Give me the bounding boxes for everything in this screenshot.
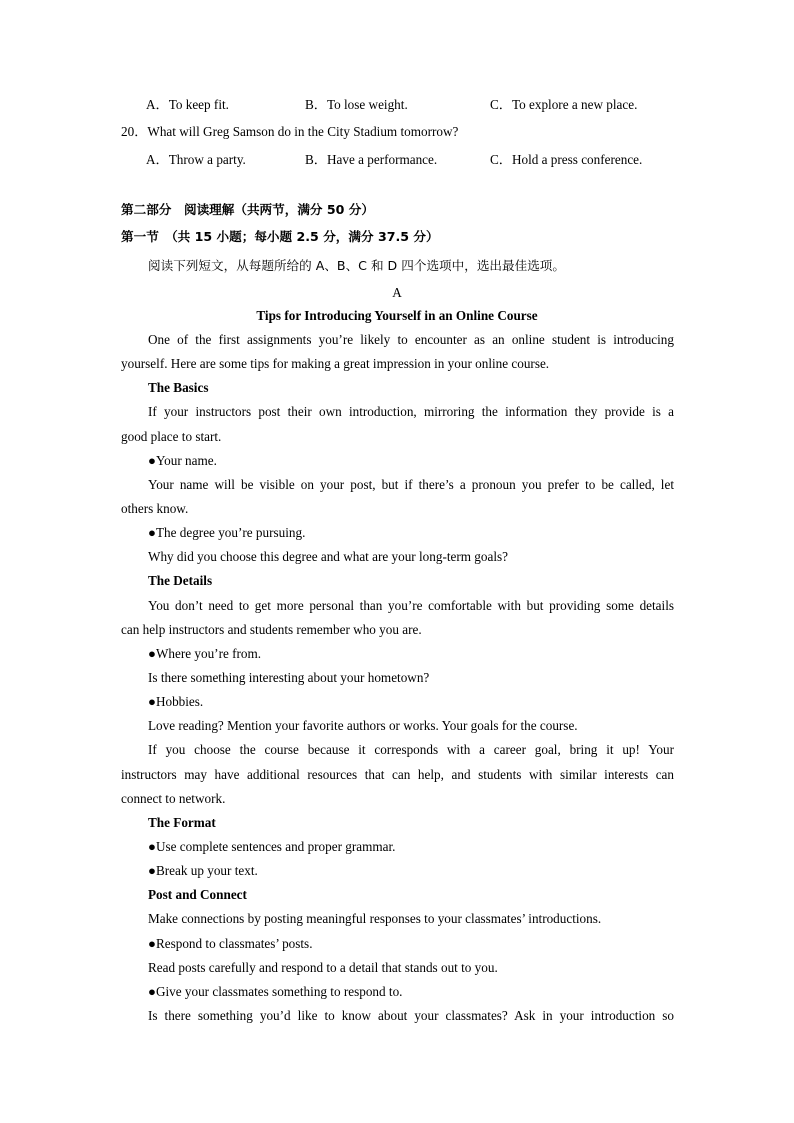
bullet-hobbies: ●Hobbies.: [148, 694, 204, 709]
instructions: 阅读下列短文，从每题所给的 A、B、C 和 D 四个选项中，选出最佳选项。: [148, 258, 565, 273]
career-line-1: If you choose the course because it corresponds with a career goal, bring it up! Your: [148, 742, 674, 757]
format-heading: The Format: [148, 815, 216, 830]
bullet-respond: ●Respond to classmates’ posts.: [148, 936, 313, 951]
bullet-sentences: ●Use complete sentences and proper grammar.: [148, 839, 396, 854]
basics-line-2: good place to start.: [121, 429, 222, 444]
q19-option-a: A．To keep fit.: [146, 97, 229, 112]
hobbies-line: Love reading? Mention your favorite authors or works. Your goals for the course.: [148, 718, 578, 733]
career-line-2: instructors may have additional resources that can help, and students with similar interests can: [121, 767, 674, 782]
intro-line-2: yourself. Here are some tips for making a great impression in your online course.: [121, 356, 550, 371]
passage-label: A: [392, 285, 402, 300]
bullet-give: ●Give your classmates something to respond to.: [148, 984, 403, 999]
passage-title: Tips for Introducing Yourself in an Online Course: [256, 308, 538, 323]
bullet-degree: ●The degree you’re pursuing.: [148, 525, 306, 540]
name-line-2: others know.: [121, 501, 189, 516]
basics-line-1: If your instructors post their own introduction, mirroring the information they provide is a: [148, 404, 674, 419]
respond-line: Read posts carefully and respond to a detail that stands out to you.: [148, 960, 498, 975]
q19-option-b: B．To lose weight.: [305, 97, 408, 112]
degree-line: Why did you choose this degree and what are your long-term goals?: [148, 549, 508, 564]
details-heading: The Details: [148, 573, 213, 588]
bullet-break: ●Break up your text.: [148, 863, 258, 878]
post-heading: Post and Connect: [148, 887, 247, 902]
career-line-3: connect to network.: [121, 791, 226, 806]
give-line-1: Is there something you’d like to know about your classmates? Ask in your introduction so: [148, 1008, 674, 1023]
details-line-1: You don’t need to get more personal than you’re comfortable with but providing some details: [148, 598, 674, 613]
subsection-heading: 第一节 （共 15 小题；每小题 2.5 分，满分 37.5 分）: [121, 229, 439, 244]
q20-option-b: B．Have a performance.: [305, 152, 438, 167]
basics-heading: The Basics: [148, 380, 209, 395]
q20-option-a: A．Throw a party.: [146, 152, 246, 167]
bullet-name: ●Your name.: [148, 453, 217, 468]
post-line: Make connections by posting meaningful responses to your classmates’ introductions.: [148, 911, 602, 926]
q20-stem: 20．What will Greg Samson do in the City Stadium tomorrow?: [121, 124, 459, 139]
q20-option-c: C．Hold a press conference.: [490, 152, 643, 167]
intro-line-1: One of the first assignments you’re likely to encounter as an online student is introducing: [148, 332, 674, 347]
q19-option-c: C．To explore a new place.: [490, 97, 638, 112]
bullet-from: ●Where you’re from.: [148, 646, 262, 661]
details-line-2: can help instructors and students remember who you are.: [121, 622, 422, 637]
from-line: Is there something interesting about your hometown?: [148, 670, 430, 685]
name-line-1: Your name will be visible on your post, but if there’s a pronoun you prefer to be called, let: [148, 477, 674, 492]
part-heading: 第二部分 阅读理解（共两节，满分 50 分）: [121, 202, 374, 217]
